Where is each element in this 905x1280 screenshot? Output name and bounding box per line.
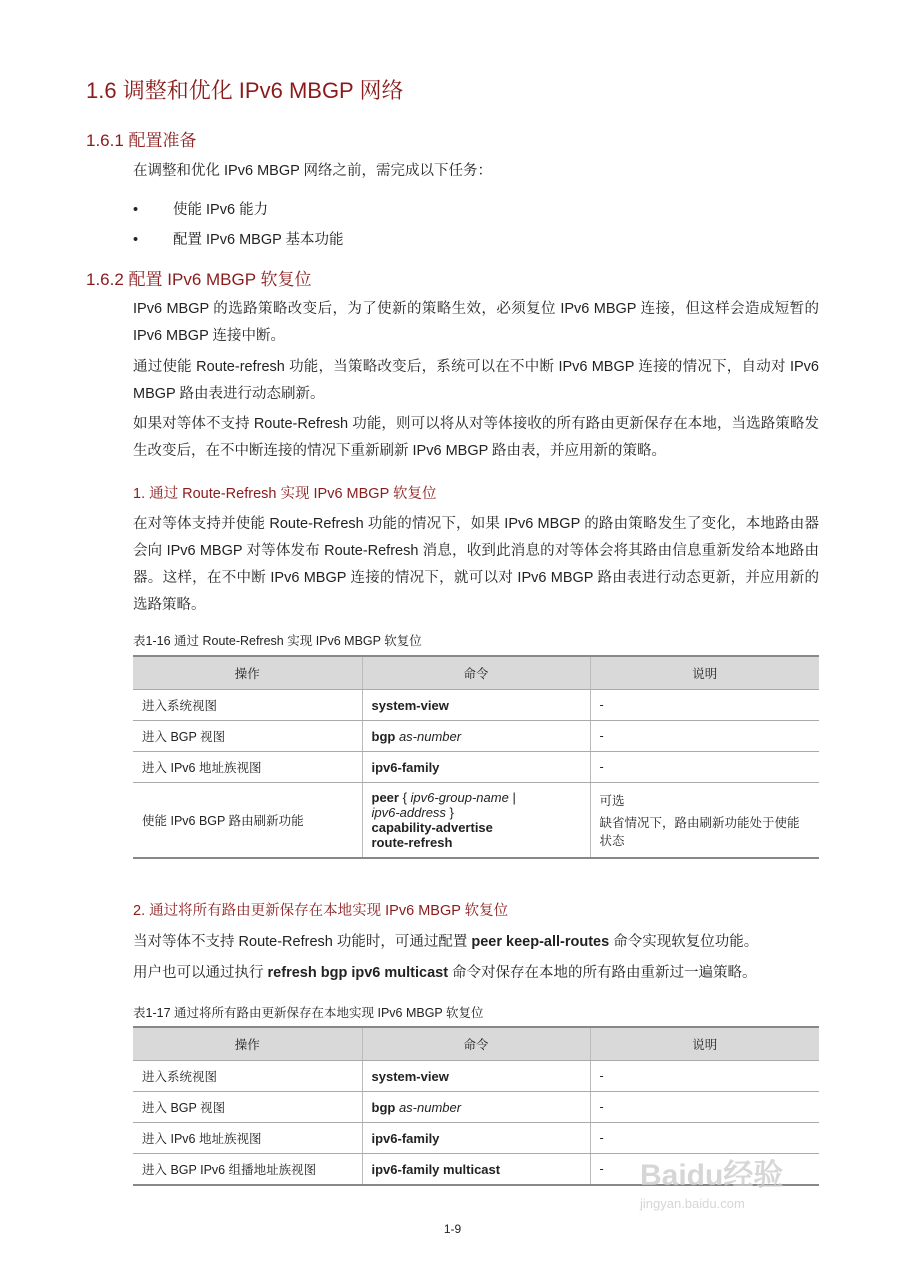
sub-heading: 2. 通过将所有路由更新保存在本地实现 IPv6 MBGP 软复位: [133, 903, 509, 919]
paragraph: IPv6 MBGP 的选路策略改变后，为了使新的策略生效，必须复位 IPv6 MBGP 连接，但这样会造成短暂的 IPv6 MBGP 连接中断。: [133, 301, 819, 344]
operation-cell: 进入 BGP 视图: [133, 721, 362, 752]
note-cell: -: [590, 721, 819, 752]
paragraph: 通过使能 Route-refresh 功能，当策略改变后，系统可以在不中断 IPv6 MBGP 连接的情况下，自动对 IPv6 MBGP 路由表进行动态刷新。: [133, 359, 819, 402]
note-cell: 可选 缺省情况下，路由刷新功能处于使能状态: [590, 783, 819, 858]
operation-cell: 使能 IPv6 BGP 路由刷新功能: [133, 783, 362, 858]
command-cell: system-view: [362, 690, 590, 721]
operation-cell: 进入 BGP 视图: [133, 1092, 362, 1123]
table-row: [133, 1123, 819, 1154]
subsection-title: 1.6.1 配置准备: [86, 131, 197, 150]
note-cell: -: [590, 1061, 819, 1092]
command-cell: ipv6-family: [362, 1123, 590, 1154]
operation-cell: 进入 BGP IPv6 组播地址族视图: [133, 1154, 362, 1186]
note-cell: -: [590, 1092, 819, 1123]
column-header: 命令: [362, 1027, 590, 1061]
table-route-refresh: [133, 655, 819, 859]
command-cell: peer { ipv6-group-name | ipv6-address } capability-advertise route-refresh: [362, 783, 590, 858]
sub-heading: 1. 通过 Route-Refresh 实现 IPv6 MBGP 软复位: [133, 486, 437, 502]
command-cell: bgp as-number: [362, 721, 590, 752]
column-header: 说明: [590, 1027, 819, 1061]
column-header: 命令: [362, 656, 590, 690]
page-number: 1-9: [443, 1222, 462, 1236]
table-row: [133, 752, 819, 783]
command-cell: bgp as-number: [362, 1092, 590, 1123]
operation-cell: 进入 IPv6 地址族视图: [133, 1123, 362, 1154]
paragraph: 用户也可以通过执行 refresh bgp ipv6 multicast 命令对保存在本地的所有路由重新过一遍策略。: [133, 965, 757, 981]
note-cell: -: [590, 1123, 819, 1154]
bullet-item: • 配置 IPv6 MBGP 基本功能: [133, 232, 344, 248]
column-header: 说明: [590, 656, 819, 690]
paragraph: 在调整和优化 IPv6 MBGP 网络之前，需完成以下任务：: [133, 163, 493, 179]
operation-cell: 进入系统视图: [133, 690, 362, 721]
note-cell: -: [590, 1154, 819, 1186]
subsection-title: 1.6.2 配置 IPv6 MBGP 软复位: [86, 270, 312, 289]
command-cell: system-view: [362, 1061, 590, 1092]
column-header: 操作: [133, 1027, 362, 1061]
paragraph: 如果对等体不支持 Route-Refresh 功能，则可以将从对等体接收的所有路由更新保存在本地，当选路策略发生改变后，在不中断连接的情况下重新刷新 IPv6 MBGP 路由表，并应用新的策略。: [133, 416, 819, 459]
bullet-text: 使能 IPv6 能力: [173, 202, 269, 218]
baidu-watermark: Baidu经验 jingyan.baidu.com: [640, 1159, 784, 1211]
column-header: 操作: [133, 656, 362, 690]
bullet-text: 配置 IPv6 MBGP 基本功能: [173, 232, 344, 248]
table-caption: 表1-16 通过 Route-Refresh 实现 IPv6 MBGP 软复位: [133, 634, 422, 648]
command-cell: ipv6-family: [362, 752, 590, 783]
operation-cell: 进入 IPv6 地址族视图: [133, 752, 362, 783]
note-cell: -: [590, 690, 819, 721]
paragraph: 在对等体支持并使能 Route-Refresh 功能的情况下，如果 IPv6 MBGP 的路由策略发生了变化，本地路由器会向 IPv6 MBGP 对等体发布 Route-Refresh 消息，收到此消息的对等体会将其路由信息重新发给本地路由器。这样，在不中断 IPv6 MBGP 连接的情况下，就可以对 IPv6 MBGP 路由表进行动态更新，并应用新的选路策略。: [133, 516, 819, 613]
operation-cell: 进入系统视图: [133, 1061, 362, 1092]
bullet-item: • 使能 IPv6 能力: [133, 202, 269, 218]
note-cell: -: [590, 752, 819, 783]
table-row: [133, 783, 819, 858]
command-cell: ipv6-family multicast: [362, 1154, 590, 1186]
table-caption: 表1-17 通过将所有路由更新保存在本地实现 IPv6 MBGP 软复位: [133, 1006, 484, 1020]
table-row: [133, 1092, 819, 1123]
paragraph: 当对等体不支持 Route-Refresh 功能时，可通过配置 peer keep-all-routes 命令实现软复位功能。: [133, 934, 759, 950]
table-row: [133, 1061, 819, 1092]
table-row: [133, 721, 819, 752]
table-row: [133, 690, 819, 721]
section-title: 1.6 调整和优化 IPv6 MBGP 网络: [86, 78, 404, 103]
